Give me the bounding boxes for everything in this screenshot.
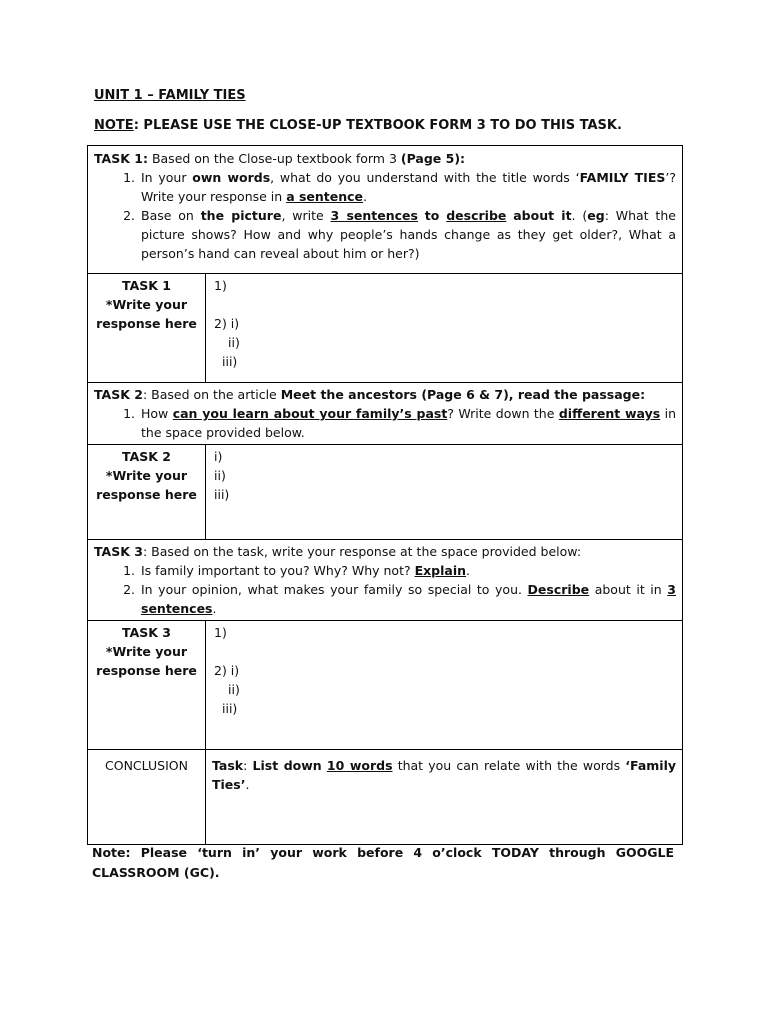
text-bold-underline: different ways	[558, 406, 661, 421]
text-bold: List down	[252, 758, 322, 773]
task2-heading-article: Meet the ancestors (Page 6 & 7), read the passage:	[280, 387, 646, 402]
text-bold-underline: Explain	[414, 563, 467, 578]
text: that you can relate with the words	[392, 758, 626, 773]
task1-response-area[interactable]	[206, 274, 683, 383]
task1-item-1	[139, 168, 676, 206]
text: ’? Write your response in	[141, 170, 676, 204]
task2-heading-text: : Based on the article	[142, 387, 281, 402]
text: . (	[571, 208, 588, 223]
task1-answer-2i: 2) i)	[214, 316, 240, 331]
text: .	[363, 189, 368, 204]
task3-answer-1: 1)	[214, 625, 227, 640]
text-bold: ‘Family Ties’	[212, 758, 677, 792]
spacer	[214, 642, 676, 661]
task2-label-cell	[88, 445, 206, 540]
task1-answer-2ii: ii)	[228, 335, 240, 350]
task1-heading-text: Based on the Close-up textbook form 3	[147, 151, 401, 166]
text-bold-underline: Describe	[527, 582, 590, 597]
spacer	[214, 295, 676, 314]
task3-item-1	[139, 561, 676, 580]
text: in the space provided below.	[141, 406, 676, 440]
text: .	[212, 601, 217, 616]
text-bold-underline: 10 words	[326, 758, 393, 773]
task1-instructions	[88, 146, 683, 274]
task3-list	[94, 561, 676, 618]
text: ? Write down the	[447, 406, 559, 421]
top-note-label: NOTE	[94, 118, 134, 133]
text-bold-underline: describe	[446, 208, 507, 223]
footer-note: Note: Please ‘turn in’ your work before 4 o’clock TODAY through GOOGLE CLASSROOM (GC).	[92, 845, 674, 880]
text-bold: eg	[587, 208, 605, 223]
task2-response-area[interactable]	[206, 445, 683, 540]
conclusion-task[interactable]	[206, 750, 683, 845]
task3-sublabel-1: *Write your	[105, 644, 188, 659]
task1-sublabel-1: *Write your	[105, 297, 188, 312]
task-table	[87, 145, 683, 845]
task1-list	[94, 168, 676, 263]
text-bold: FAMILY TIES	[579, 170, 666, 185]
task2-label: TASK 2	[122, 449, 171, 464]
top-note-text: : PLEASE USE THE CLOSE-UP TEXTBOOK FORM 3 TO DO THIS TASK.	[133, 118, 622, 133]
task3-heading-label: TASK 3	[94, 544, 143, 559]
task3-response-row	[88, 621, 683, 750]
task2-answer-iii: iii)	[214, 487, 230, 502]
text: .	[245, 777, 250, 792]
task2-instructions-row	[88, 383, 683, 445]
text-bold: about it	[513, 208, 572, 223]
task2-response-row	[88, 445, 683, 540]
task1-instructions-row	[88, 146, 683, 274]
page-title: UNIT 1 – FAMILY TIES	[94, 88, 246, 103]
conclusion-row	[88, 750, 683, 845]
text: about it in	[589, 582, 668, 597]
task3-label: TASK 3	[122, 625, 171, 640]
text: , write	[281, 208, 331, 223]
text: Base on	[141, 208, 201, 223]
text-bold-underline: 3 sentences	[330, 208, 418, 223]
conclusion-label-cell	[88, 750, 206, 845]
task2-answer-i: i)	[214, 449, 223, 464]
task2-heading	[94, 385, 676, 404]
task3-answer-2i: 2) i)	[214, 663, 240, 678]
task3-response-area[interactable]	[206, 621, 683, 750]
task2-instructions	[88, 383, 683, 445]
text: How	[141, 406, 173, 421]
text-bold: to	[424, 208, 440, 223]
text: :	[243, 758, 253, 773]
task3-instructions	[88, 540, 683, 621]
task1-item-2	[139, 206, 676, 263]
text: : What the picture shows? How and why people’s hands change as they get older?, What a person’s hand can reveal about him or her?)	[141, 208, 676, 261]
text: .	[466, 563, 471, 578]
text	[418, 208, 425, 223]
task1-label-cell	[88, 274, 206, 383]
task1-response-row	[88, 274, 683, 383]
task2-sublabel-1: *Write your	[105, 468, 188, 483]
task1-answer-1: 1)	[214, 278, 227, 293]
task1-sublabel-2: response here	[96, 316, 197, 331]
task3-item-2	[139, 580, 676, 618]
task3-heading	[94, 542, 676, 561]
task2-list	[94, 404, 676, 442]
text-bold-underline: can you learn about your family’s past	[172, 406, 448, 421]
text-bold: own words	[192, 170, 271, 185]
conclusion-task-label: Task	[212, 758, 244, 773]
text: In your opinion, what makes your family so special to you.	[141, 582, 528, 597]
text-bold-underline: 3 sentences	[141, 582, 676, 616]
task1-heading-label: TASK 1:	[94, 151, 148, 166]
text: In your	[141, 170, 193, 185]
task2-heading-label: TASK 2	[94, 387, 143, 402]
task2-item-1	[139, 404, 676, 442]
task3-sublabel-2: response here	[96, 663, 197, 678]
task2-answer-ii: ii)	[214, 468, 226, 483]
task3-label-cell	[88, 621, 206, 750]
task1-heading-page: (Page 5):	[400, 151, 466, 166]
task3-answer-2iii: iii)	[222, 701, 238, 716]
top-note	[94, 118, 622, 133]
task1-heading	[94, 149, 676, 168]
task1-label: TASK 1	[122, 278, 171, 293]
text: Is family important to you? Why? Why not?	[141, 563, 415, 578]
task3-heading-text: : Based on the task, write your response at the space provided below:	[142, 544, 582, 559]
task1-answer-2iii: iii)	[222, 354, 238, 369]
text: , what do you understand with the title words ‘	[270, 170, 580, 185]
text-bold-underline: a sentence	[286, 189, 364, 204]
task3-answer-2ii: ii)	[228, 682, 240, 697]
conclusion-label: CONCLUSION	[105, 758, 188, 773]
text-bold: the picture	[200, 208, 282, 223]
task2-sublabel-2: response here	[96, 487, 197, 502]
task3-instructions-row	[88, 540, 683, 621]
